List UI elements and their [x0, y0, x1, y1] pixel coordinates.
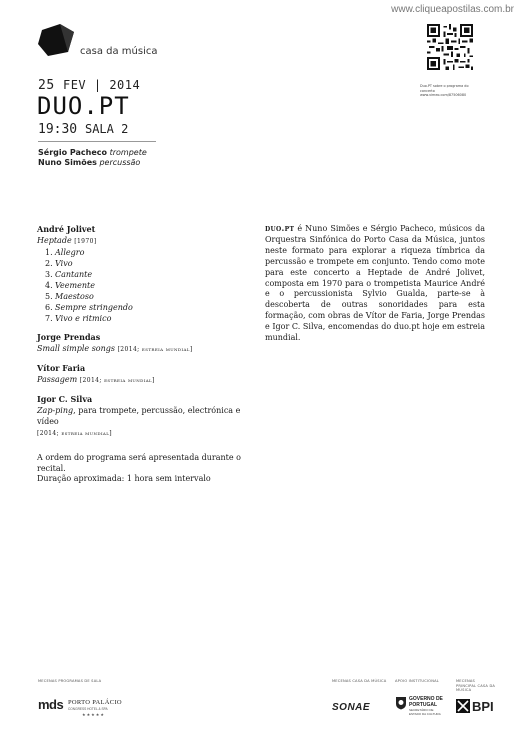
movement-item	[37, 313, 247, 324]
movement-name: Veemente	[55, 281, 95, 290]
governo-portugal-logo-sub: SECRETÁRIO DE ESTADO DA CULTURA	[409, 708, 441, 716]
program-item-jolivet	[37, 224, 247, 324]
work-title: Heptade	[37, 236, 72, 245]
event-date-day: 25	[38, 78, 55, 93]
footer-label-principal: MECENAS PRINCIPAL CASA DA MÚSICA	[456, 679, 496, 693]
program-list	[37, 224, 247, 447]
watermark-url: www.cliqueapostilas.com.br	[391, 4, 514, 15]
mds-logo: mds	[38, 697, 64, 712]
movement-item	[37, 291, 247, 302]
movement-item	[37, 302, 247, 313]
governo-portugal-logo: GOVERNO DE PORTUGAL	[409, 696, 443, 708]
hotel-stars-icon: ★★★★★	[82, 712, 105, 717]
performer-row	[38, 148, 147, 158]
bpi-emblem-icon	[456, 699, 470, 713]
program-item-silva	[37, 394, 247, 439]
event-date-month-year: FEV | 2014	[62, 78, 141, 92]
movement-item	[37, 280, 247, 291]
work-tag: [2014; estreia mundial]	[117, 346, 193, 353]
movement-number: 1.	[45, 248, 53, 257]
composer-name: Vítor Faria	[37, 363, 86, 373]
footer-label-apoio: APOIO INSTITUCIONAL	[395, 679, 439, 683]
performer-name: Nuno Simões	[38, 158, 97, 167]
movement-name: Vivo	[55, 259, 73, 268]
footer-label-mecenas: MECENAS CASA DA MÚSICA	[332, 679, 387, 683]
movement-number: 4.	[45, 281, 53, 290]
header-divider	[38, 141, 156, 142]
portugal-coat-of-arms-icon	[395, 696, 407, 710]
description-body: é Nuno Simões e Sérgio Pacheco, músicos da Orquestra Sinfónica do Porto Casa da Música, juntos neste formato para explorar a riqueza tímbrica da percussão e trompete em conjunto. Tendo como mote para este concerto a Heptade de André Jolivet, composta em 1970 para o trompetista Maurice André e o percussionista Sylvio Gualda, parte-se à descoberta de outras sonoridades para esta formação, com obras de Vítor de Faria, Jorge Prendas e Igor C. Silva, encomendas do duo.pt hoje em estreia mundial.	[265, 224, 485, 343]
composer-name: André Jolivet	[37, 224, 96, 234]
work-instrumentation: , para trompete, percussão, electrónica e vídeo	[37, 406, 241, 426]
movement-item	[37, 247, 247, 258]
event-title: DUO.PT	[37, 92, 130, 120]
work-tag: [1970]	[74, 238, 97, 245]
bpi-logo: BPI	[472, 699, 494, 714]
porto-palacio-logo-sub: CONGRESS HOTEL & SPA	[68, 707, 108, 711]
event-time	[38, 122, 128, 137]
description-lead: duo.pt	[265, 223, 295, 233]
event-venue: SALA 2	[84, 122, 129, 136]
performer-instrument: trompete	[109, 148, 147, 157]
event-time-value: 19:30	[38, 122, 78, 137]
program-item-prendas	[37, 332, 247, 355]
movement-number: 7.	[45, 314, 53, 323]
sonae-logo: SONAE	[332, 702, 371, 713]
duration-note: Duração aproximada: 1 hora sem intervalo	[37, 474, 211, 483]
movement-name: Maestoso	[55, 292, 94, 301]
movement-name: Sempre stringendo	[55, 303, 133, 312]
composer-name: Igor C. Silva	[37, 394, 93, 404]
work-title: Zap-ping	[37, 406, 74, 415]
event-date	[38, 78, 140, 93]
casa-da-musica-logo-icon	[38, 24, 78, 56]
qr-code-icon	[427, 24, 473, 70]
work-tag: [2014; estreia mundial]	[37, 430, 113, 437]
program-note	[37, 453, 267, 485]
performer-row	[38, 158, 147, 168]
porto-palacio-logo: PORTO PALÁCIO	[68, 699, 122, 706]
movement-number: 6.	[45, 303, 53, 312]
movement-name: Allegro	[55, 248, 85, 257]
performer-instrument: percussão	[99, 158, 141, 167]
performer-name: Sérgio Pacheco	[38, 148, 108, 157]
concert-description	[265, 223, 485, 344]
composer-name: Jorge Prendas	[37, 332, 101, 342]
work-tag: [2014; estreia mundial]	[79, 377, 155, 384]
movement-number: 5.	[45, 292, 53, 301]
movement-name: Cantante	[55, 270, 93, 279]
program-order-note: A ordem do programa será apresentada durante o recital.	[37, 453, 241, 473]
movement-number: 3.	[45, 270, 53, 279]
movement-item	[37, 269, 247, 280]
movements-list	[37, 247, 247, 324]
movement-name: Vivo e ritmico	[55, 314, 112, 323]
performers-list	[38, 148, 147, 168]
brand-name: casa da música	[80, 46, 158, 57]
work-title: Passagem	[37, 375, 78, 384]
footer-label-media: MECENAS PROGRAMAS DE SALA	[38, 679, 102, 683]
movement-item	[37, 258, 247, 269]
program-item-faria	[37, 363, 247, 386]
qr-caption: Duo.PT sobre o programa do concerto www.vimeo.com/87506080	[420, 84, 469, 98]
movement-number: 2.	[45, 259, 53, 268]
work-title: Small simple songs	[37, 344, 116, 353]
